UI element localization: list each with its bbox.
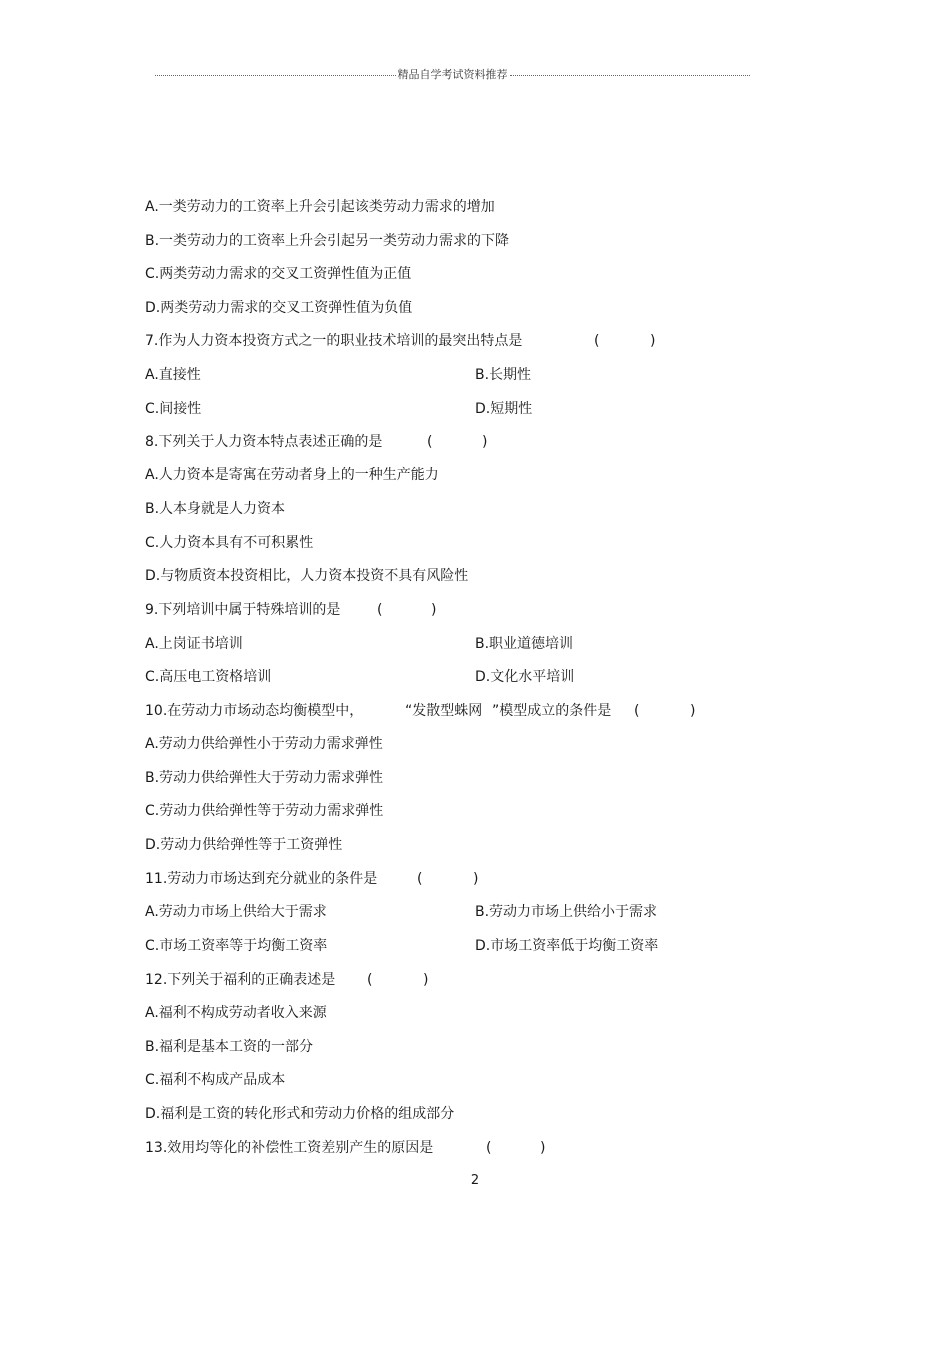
option-a: A.上岗证书培训 [145,636,243,652]
option-d: D.市场工资率低于均衡工资率 [475,938,659,954]
option-c: C.高压电工资格培训 [145,669,272,685]
answer-paren-open: ( [594,333,600,349]
answer-paren-close: ) [423,972,429,988]
answer-paren-open: ( [634,703,640,719]
question-10-part-1: 10.在劳动力市场动态均衡模型中， [145,703,364,719]
answer-paren-close: ) [650,333,656,349]
answer-paren-close: ) [540,1140,546,1156]
option-b: B.福利是基本工资的一部分 [145,1039,314,1055]
option-b: B.劳动力供给弹性大于劳动力需求弹性 [145,770,384,786]
answer-paren-open: ( [427,434,433,450]
answer-paren-close: ) [473,871,479,887]
answer-paren-open: ( [377,602,383,618]
option-a: A.福利不构成劳动者收入来源 [145,1005,327,1021]
question-7: 7.作为人力资本投资方式之一的职业技术培训的最突出特点是 [145,333,523,349]
page-header [155,66,750,82]
option-c: C.市场工资率等于均衡工资率 [145,938,328,954]
answer-paren-close: ) [431,602,437,618]
header-title: 精品自学考试资料推荐 [397,68,508,81]
option-b: B.劳动力市场上供给小于需求 [475,904,658,920]
question-10-part-2: “发散型蛛网 [405,703,483,719]
page-number: 2 [470,1173,480,1188]
option-c: C.人力资本具有不可积累性 [145,535,314,551]
answer-paren-open: ( [486,1140,492,1156]
answer-paren-open: ( [417,871,423,887]
option-d: D.与物质资本投资相比，人力资本投资不具有风险性 [145,568,469,584]
option-c: C.劳动力供给弹性等于劳动力需求弹性 [145,803,384,819]
option-line: D.两类劳动力需求的交叉工资弹性值为负值 [145,300,413,316]
option-line: A.一类劳动力的工资率上升会引起该类劳动力需求的增加 [145,199,495,215]
option-a: A.人力资本是寄寓在劳动者身上的一种生产能力 [145,467,439,483]
option-d: D.劳动力供给弹性等于工资弹性 [145,837,343,853]
header-dots-left [155,75,396,76]
answer-paren-close: ) [690,703,696,719]
answer-paren-close: ) [482,434,488,450]
question-13: 13.效用均等化的补偿性工资差别产生的原因是 [145,1140,434,1156]
option-d: D.文化水平培训 [475,669,575,685]
option-c: C.间接性 [145,401,202,417]
option-b: B.职业道德培训 [475,636,574,652]
option-d: D.福利是工资的转化形式和劳动力价格的组成部分 [145,1106,455,1122]
option-a: A.劳动力供给弹性小于劳动力需求弹性 [145,736,383,752]
option-c: C.福利不构成产品成本 [145,1072,286,1088]
option-d: D.短期性 [475,401,533,417]
question-10-part-3: ”模型成立的条件是 [492,703,612,719]
answer-paren-open: ( [367,972,373,988]
option-line: C.两类劳动力需求的交叉工资弹性值为正值 [145,266,412,282]
option-a: A.直接性 [145,367,201,383]
option-a: A.劳动力市场上供给大于需求 [145,904,327,920]
question-11: 11.劳动力市场达到充分就业的条件是 [145,871,378,887]
option-b: B.长期性 [475,367,532,383]
header-dots-right [510,75,751,76]
question-8: 8.下列关于人力资本特点表述正确的是 [145,434,383,450]
option-line: B.一类劳动力的工资率上升会引起另一类劳动力需求的下降 [145,233,510,249]
question-12: 12.下列关于福利的正确表述是 [145,972,336,988]
option-b: B.人本身就是人力资本 [145,501,286,517]
question-9: 9.下列培训中属于特殊培训的是 [145,602,341,618]
